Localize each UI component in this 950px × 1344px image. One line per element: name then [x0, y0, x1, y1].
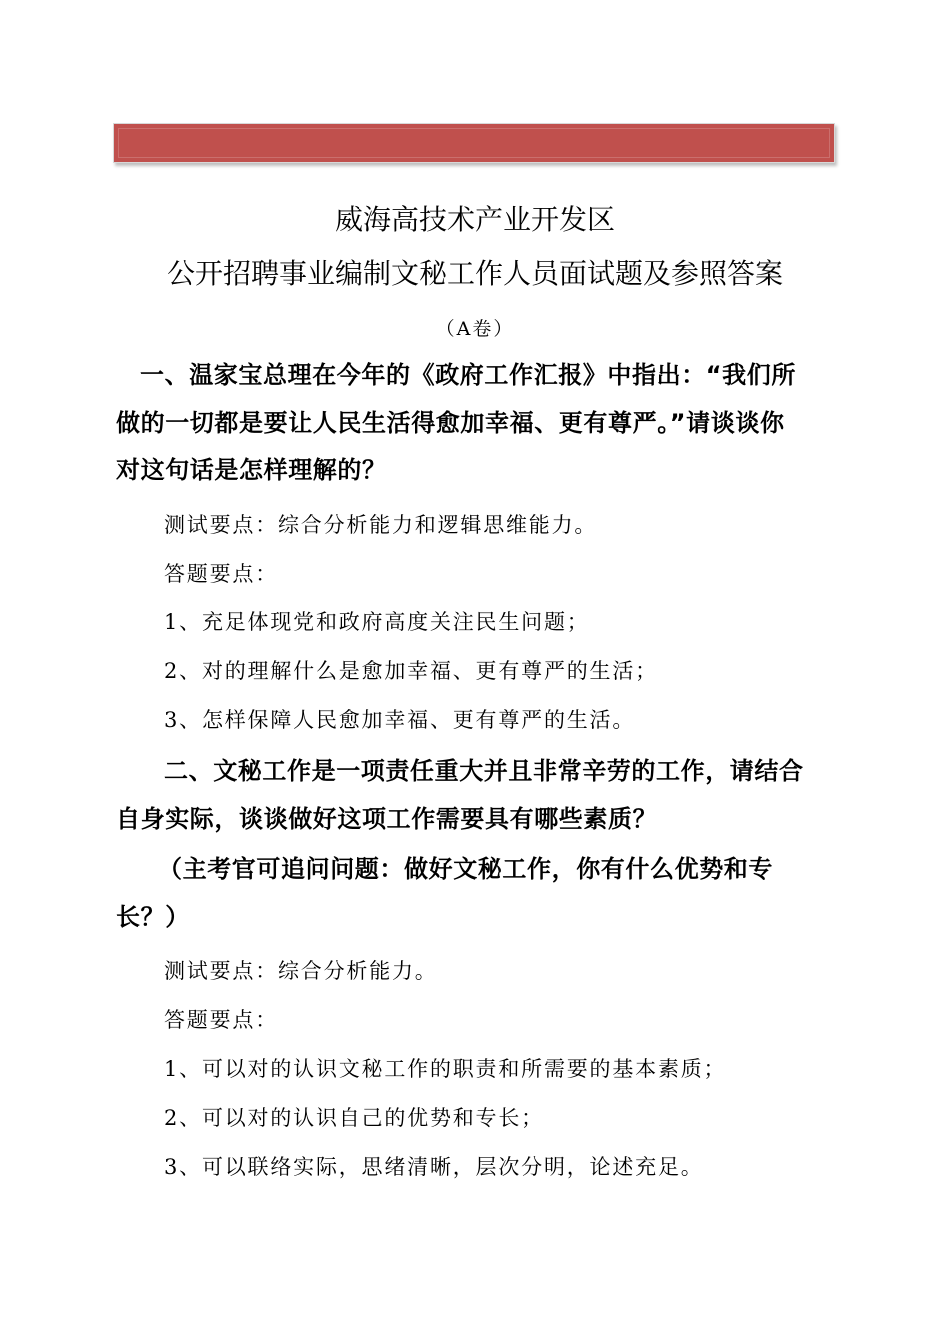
question-2-answer-heading: 答题要点： — [164, 1008, 278, 1032]
question-2-followup-line-1: （主考官可追问问题：做好文秘工作，你有什么优势和专 — [158, 855, 773, 883]
question-2-answer-2: 2、可以对的认识自己的优势和专长； — [164, 1106, 544, 1130]
header-banner-inner — [118, 128, 830, 158]
document-title: 威海高技术产业开发区 — [334, 203, 615, 236]
question-1-test-points: 测试要点：综合分析能力和逻辑思维能力。 — [164, 513, 598, 537]
document-subtitle: 公开招聘事业编制文秘工作人员面试题及参照答案 — [166, 257, 783, 290]
question-2-line-2: 自身实际，谈谈做好这项工作需要具有哪些素质？ — [116, 805, 658, 833]
paper-label: （A卷） — [435, 318, 515, 340]
question-1-answer-3: 3、怎样保障人民愈加幸福、更有尊严的生活。 — [164, 708, 636, 732]
header-banner — [113, 123, 835, 163]
question-1-line-3: 对这句话是怎样理解的？ — [116, 456, 387, 484]
question-2-test-points: 测试要点：综合分析能力。 — [164, 959, 438, 983]
question-1-line-1: 一、温家宝总理在今年的《政府工作汇报》中指出：“我们所 — [140, 361, 796, 389]
question-2-followup-line-2: 长？） — [116, 903, 190, 931]
question-2-answer-3: 3、可以联络实际，思绪清晰，层次分明，论述充足。 — [164, 1155, 704, 1179]
question-1-answer-heading: 答题要点： — [164, 562, 278, 586]
question-1-line-2: 做的一切都是要让人民生活得愈加幸福、更有尊严。”请谈谈你 — [116, 409, 785, 437]
question-2-line-1: 二、文秘工作是一项责任重大并且非常辛劳的工作，请结合 — [164, 757, 804, 785]
question-2-answer-1: 1、可以对的认识文秘工作的职责和所需要的基本素质； — [164, 1057, 727, 1081]
question-1-answer-1: 1、充足体现党和政府高度关注民生问题； — [164, 610, 590, 634]
question-1-answer-2: 2、对的理解什么是愈加幸福、更有尊严的生活； — [164, 659, 658, 683]
